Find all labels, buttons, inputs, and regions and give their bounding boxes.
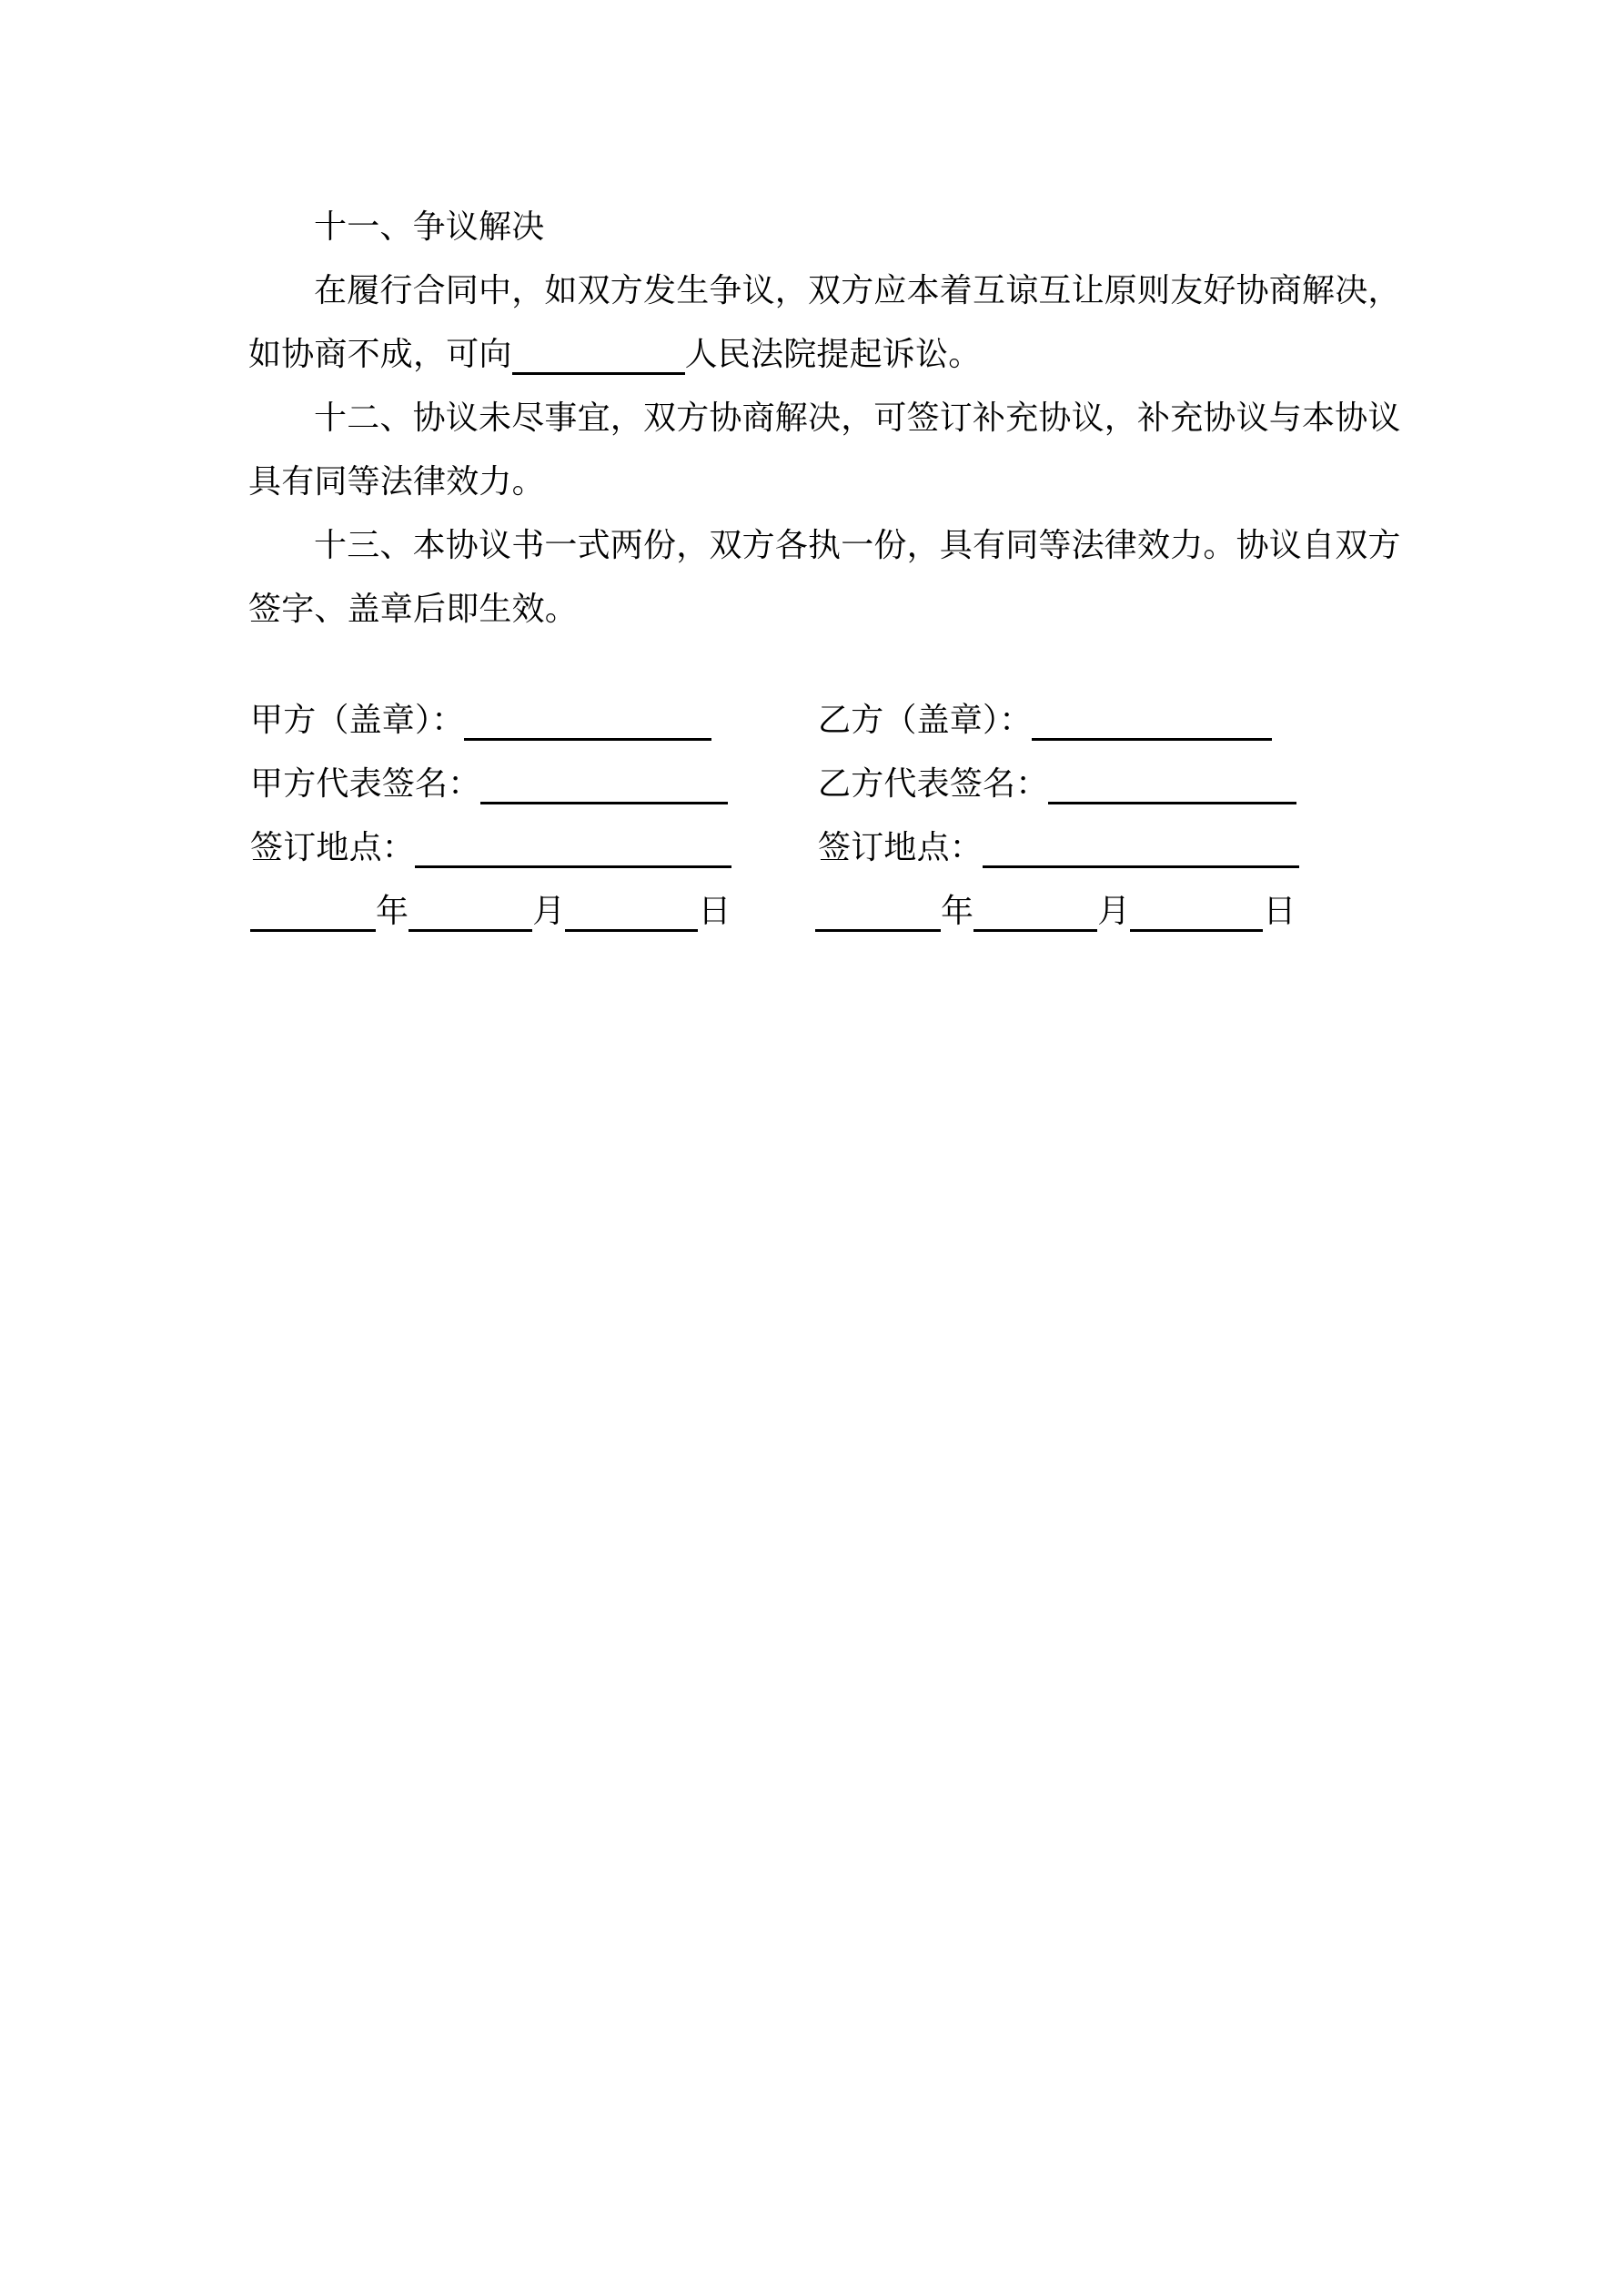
party-b-month-label: 月: [1097, 893, 1131, 929]
party-b-seal-row: [818, 699, 1272, 741]
party-a-day-label: 日: [698, 893, 731, 929]
party-a-rep-row: [250, 763, 728, 804]
party-b-place-row: [818, 826, 1299, 868]
clause-11-line-2-before: 如协商不成，可向: [248, 336, 512, 372]
clause-11-line-2-after: 人民法院提起诉讼。: [684, 336, 982, 372]
party-b-seal-blank: [1032, 700, 1272, 741]
party-a-month-blank: [409, 891, 532, 932]
party-a-place-row: [250, 826, 731, 868]
party-b-year-blank: [815, 891, 941, 932]
clause-11-line-2: [248, 333, 981, 375]
party-a-rep-label: 甲方代表签名：: [250, 765, 481, 802]
clause-13-line-1: 十三、本协议书一式两份，双方各执一份，具有同等法律效力。协议自双方: [314, 527, 1401, 563]
party-a-seal-label: 甲方（盖章）：: [250, 702, 465, 738]
clause-11-line-1: 在履行合同中，如双方发生争议，双方应本着互谅互让原则友好协商解决，: [314, 272, 1401, 308]
clause-12-line-1: 十二、协议未尽事宜，双方协商解决，可签订补充协议，补充协议与本协议: [314, 400, 1401, 436]
party-a-day-blank: [565, 891, 698, 932]
party-a-place-label: 签订地点：: [250, 829, 416, 865]
party-b-day-blank: [1130, 891, 1263, 932]
party-b-place-blank: [983, 827, 1299, 868]
clause-11-heading: 十一、争议解决: [314, 208, 545, 245]
party-b-year-label: 年: [941, 893, 974, 929]
court-name-blank: [512, 334, 685, 375]
party-a-place-blank: [415, 827, 731, 868]
party-b-rep-row: [818, 763, 1296, 804]
party-b-rep-label: 乙方代表签名：: [818, 765, 1049, 802]
party-a-year-blank: [250, 891, 376, 932]
party-a-seal-blank: [464, 700, 711, 741]
clause-12-line-2: 具有同等法律效力。: [248, 463, 545, 500]
party-b-rep-signature-blank: [1048, 764, 1296, 804]
party-b-place-label: 签订地点：: [818, 829, 983, 865]
party-a-date-row: [250, 890, 731, 932]
clause-13-line-2: 签字、盖章后即生效。: [248, 591, 579, 627]
party-b-month-blank: [973, 891, 1097, 932]
party-a-month-label: 月: [532, 893, 566, 929]
party-a-year-label: 年: [376, 893, 409, 929]
party-a-seal-row: [250, 699, 711, 741]
party-b-date-row: [815, 890, 1296, 932]
party-b-day-label: 日: [1263, 893, 1296, 929]
party-a-rep-signature-blank: [480, 764, 728, 804]
party-b-seal-label: 乙方（盖章）：: [818, 702, 1033, 738]
